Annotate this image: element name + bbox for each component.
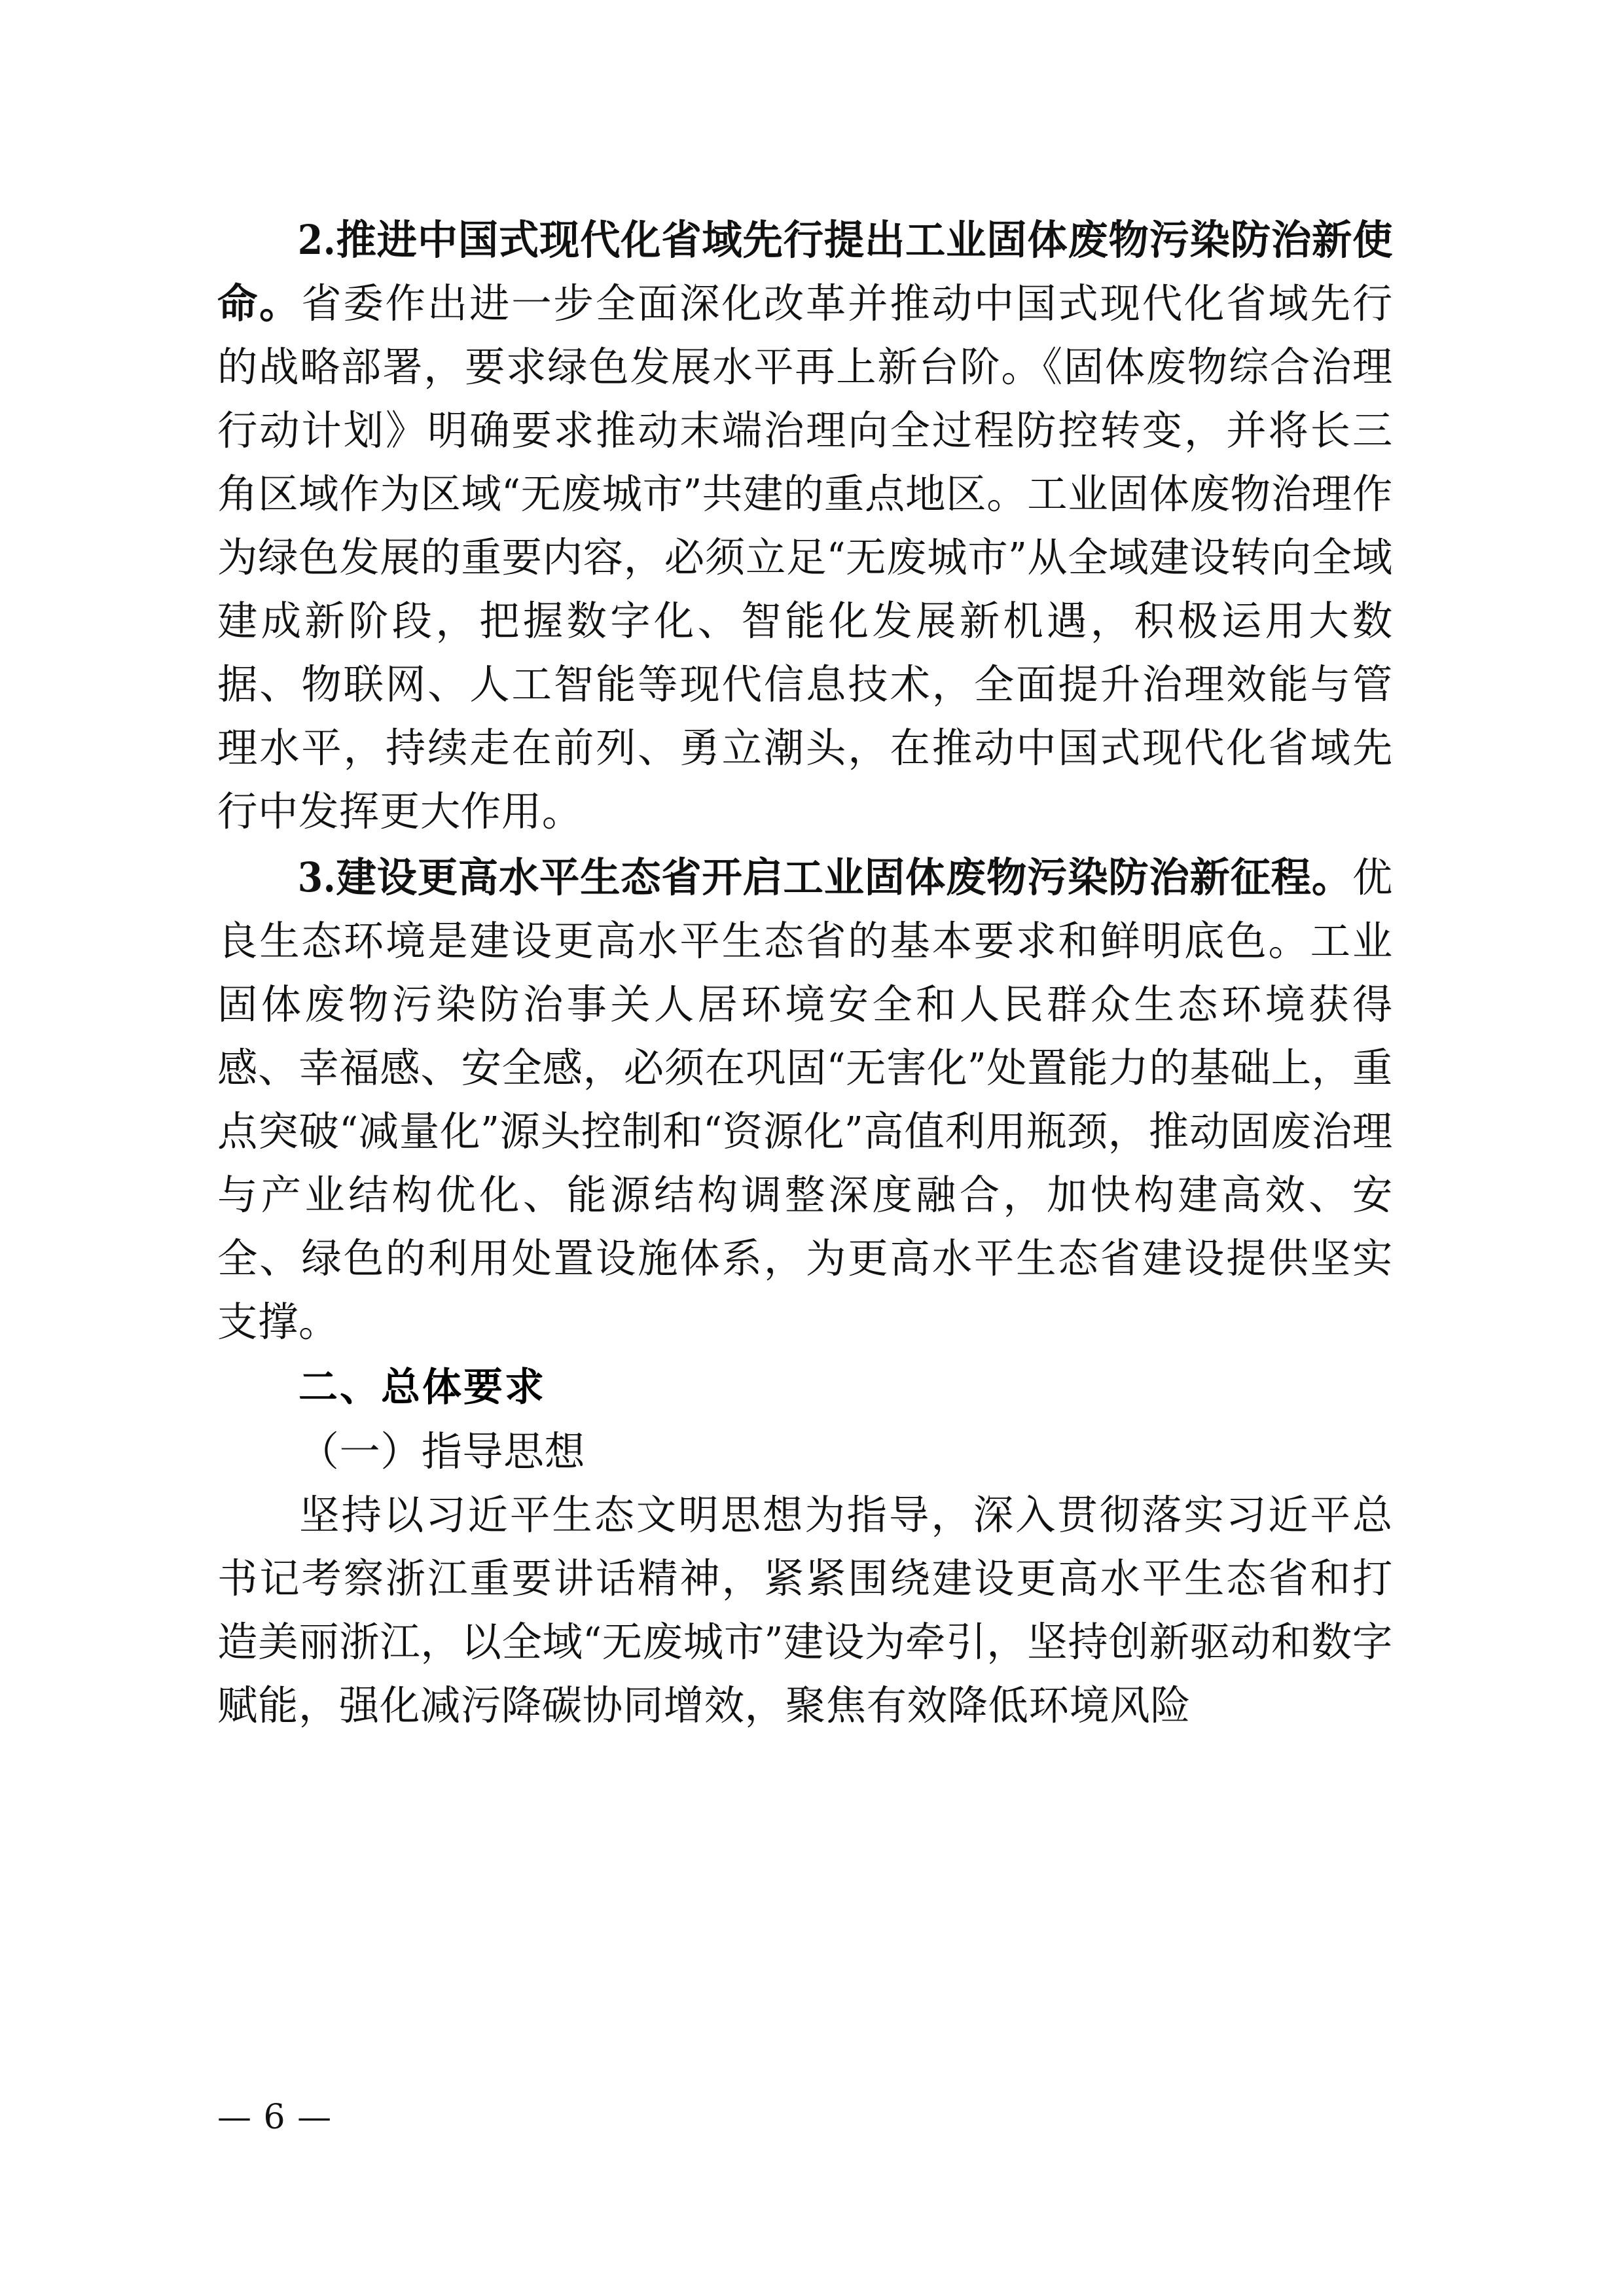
section-heading-text: 二、总体要求 [298, 1365, 546, 1410]
paragraph-section-2 [217, 208, 1393, 843]
section-heading-overall-requirements [217, 1356, 1405, 1420]
paragraph-section-3 [217, 846, 1393, 1354]
paragraph-2-body: 省委作出进一步全面深化改革并推动中国式现代化省域先行的战略部署，要求绿色发展水平再上新台阶。《固体废物综合治理行动计划》明确要求推动末端治理向全过程防控转变，并将长三角区域作为区域“无废城市”共建的重点地区。工业固体废物治理作为绿色发展的重要内容，必须立足“无废城市”从全域建设转向全域建成新阶段，把握数字化、智能化发展新机遇，积极运用大数据、物联网、人工智能等现代信息技术，全面提升治理效能与管理水平，持续走在前列、勇立潮头，在推动中国式现代化省域先行中发挥更大作用。 [217, 279, 1393, 835]
paragraph-3-body: 优良生态环境是建设更高水平生态省的基本要求和鲜明底色。工业固体废物污染防治事关人居环境安全和人民群众生态环境获得感、幸福感、安全感，必须在巩固“无害化”处置能力的基础上，重点突破“减量化”源头控制和“资源化”高值利用瓶颈，推动固废治理与产业结构优化、能源结构调整深度融合，加快构建高效、安全、绿色的利用处置设施体系，为更高水平生态省建设提供坚实支撑。 [217, 853, 1393, 1346]
page-footer [217, 2098, 1405, 2137]
sub-heading-guiding-ideology [217, 1420, 1405, 1483]
paragraph-3-lead: 3.建设更高水平生态省开启工业固体废物污染防治新征程。 [297, 853, 1352, 901]
page-number: — 6 — [217, 2098, 333, 2137]
paragraph-guiding-ideology [217, 1483, 1393, 1737]
sub-heading-text: （一）指导思想 [298, 1427, 586, 1475]
paragraph-2-lead: 2.推进中国式现代化省域先行提出工业固体废物污染防治新使命。 [217, 216, 1393, 327]
paragraph-guiding-body: 坚持以习近平生态文明思想为指导，深入贯彻落实习近平总书记考察浙江重要讲话精神，紧紧围绕建设更高水平生态省和打造美丽浙江，以全域“无废城市”建设为牵引，坚持创新驱动和数字赋能，强化减污降碳协同增效，聚焦有效降低环境风险 [217, 1491, 1393, 1729]
document-body [217, 208, 1405, 1737]
